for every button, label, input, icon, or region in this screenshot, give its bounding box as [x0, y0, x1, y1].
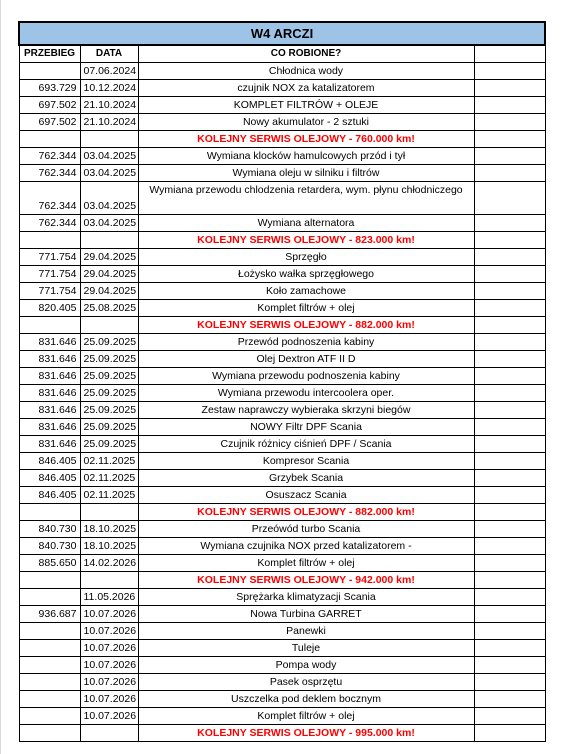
date-cell[interactable]: 03.04.2025 [80, 182, 138, 215]
date-cell[interactable]: 10.07.2026 [80, 606, 138, 623]
date-cell[interactable] [80, 572, 138, 589]
table-row [19, 300, 545, 317]
empty-cell[interactable] [474, 419, 545, 436]
work-description-cell[interactable]: Nowa Turbina GARRET [138, 606, 474, 623]
work-description-cell[interactable]: KOLEJNY SERWIS OLEJOWY - 995.000 km! [138, 725, 474, 742]
empty-cell[interactable] [474, 385, 545, 402]
date-cell[interactable]: 03.04.2025 [80, 165, 138, 182]
work-description-cell[interactable]: Panewki [138, 623, 474, 640]
service-reminder-row [19, 572, 545, 589]
mileage-cell[interactable] [19, 623, 80, 640]
work-description-cell[interactable]: KOLEJNY SERWIS OLEJOWY - 882.000 km! [138, 317, 474, 334]
table-row [19, 368, 545, 385]
table-row [19, 80, 545, 97]
date-cell[interactable]: 25.09.2025 [80, 351, 138, 368]
mileage-cell[interactable]: 762.344 [19, 182, 80, 215]
table-row [19, 436, 545, 453]
date-cell[interactable]: 10.07.2026 [80, 674, 138, 691]
date-cell[interactable] [80, 131, 138, 148]
date-cell[interactable]: 25.09.2025 [80, 334, 138, 351]
mileage-cell[interactable] [19, 657, 80, 674]
work-description-cell[interactable]: Koło zamachowe [138, 283, 474, 300]
mileage-cell[interactable]: 846.405 [19, 453, 80, 470]
work-description-cell[interactable]: Tuleje [138, 640, 474, 657]
mileage-cell[interactable]: 885.650 [19, 555, 80, 572]
date-cell[interactable]: 10.07.2026 [80, 708, 138, 725]
table-row [19, 521, 545, 538]
date-cell[interactable] [80, 317, 138, 334]
empty-cell[interactable] [474, 165, 545, 182]
table-row [19, 165, 545, 182]
empty-cell[interactable] [474, 555, 545, 572]
table-row [19, 182, 545, 215]
empty-cell[interactable] [474, 572, 545, 589]
mileage-cell[interactable]: 697.502 [19, 114, 80, 131]
empty-cell[interactable] [474, 487, 545, 504]
work-description-cell[interactable]: Wymiana przewodu chlodzenia retardera, wym. płynu chłodniczego [138, 182, 474, 215]
empty-cell[interactable] [474, 266, 545, 283]
date-cell[interactable]: 11.05.2026 [80, 589, 138, 606]
mileage-cell[interactable]: 771.754 [19, 266, 80, 283]
work-description-cell[interactable]: Komplet filtrów + olej [138, 708, 474, 725]
table-row [19, 266, 545, 283]
table-row [19, 97, 545, 114]
mileage-cell[interactable] [19, 317, 80, 334]
mileage-cell[interactable] [19, 63, 80, 80]
table-row [19, 385, 545, 402]
work-description-cell[interactable]: KOLEJNY SERWIS OLEJOWY - 882.000 km! [138, 504, 474, 521]
date-cell[interactable]: 25.09.2025 [80, 436, 138, 453]
header-extra-cell[interactable] [474, 45, 545, 63]
service-reminder-row [19, 317, 545, 334]
mileage-cell[interactable]: 831.646 [19, 334, 80, 351]
table-row [19, 215, 545, 232]
table-row [19, 657, 545, 674]
table-row [19, 63, 545, 80]
work-description-cell[interactable]: Komplet filtrów + olej [138, 300, 474, 317]
empty-cell[interactable] [474, 317, 545, 334]
empty-cell[interactable] [474, 80, 545, 97]
mileage-cell[interactable]: 762.344 [19, 148, 80, 165]
date-cell[interactable]: 10.07.2026 [80, 640, 138, 657]
mileage-cell[interactable]: 831.646 [19, 419, 80, 436]
empty-cell[interactable] [474, 283, 545, 300]
empty-cell[interactable] [474, 708, 545, 725]
empty-cell[interactable] [474, 674, 545, 691]
header-row [19, 45, 545, 63]
work-description-cell[interactable]: Komplet filtrów + olej [138, 555, 474, 572]
service-reminder-row [19, 725, 545, 742]
date-cell[interactable]: 02.11.2025 [80, 487, 138, 504]
empty-cell[interactable] [474, 232, 545, 249]
empty-cell[interactable] [474, 351, 545, 368]
service-reminder-row [19, 232, 545, 249]
empty-cell[interactable] [474, 470, 545, 487]
date-cell[interactable]: 29.04.2025 [80, 249, 138, 266]
table-row [19, 640, 545, 657]
date-cell[interactable]: 25.08.2025 [80, 300, 138, 317]
work-description-cell[interactable]: czujnik NOX za katalizatorem [138, 80, 474, 97]
mileage-cell[interactable] [19, 691, 80, 708]
empty-cell[interactable] [474, 623, 545, 640]
work-description-cell[interactable]: Wymiana klocków hamulcowych przód i tył [138, 148, 474, 165]
table-row [19, 674, 545, 691]
empty-cell[interactable] [474, 640, 545, 657]
header-date[interactable]: DATA [80, 45, 138, 63]
sheet-title[interactable]: W4 ARCZI [19, 22, 545, 45]
empty-cell[interactable] [474, 402, 545, 419]
table-row [19, 708, 545, 725]
table-row [19, 419, 545, 436]
empty-cell[interactable] [474, 300, 545, 317]
work-description-cell[interactable]: Wymiana alternatora [138, 215, 474, 232]
date-cell[interactable]: 10.07.2026 [80, 657, 138, 674]
work-description-cell[interactable]: Uszczelka pod deklem bocznym [138, 691, 474, 708]
date-cell[interactable]: 10.12.2024 [80, 80, 138, 97]
date-cell[interactable]: 07.06.2024 [80, 63, 138, 80]
mileage-cell[interactable] [19, 572, 80, 589]
work-description-cell[interactable]: Łożysko wałka sprzęgłowego [138, 266, 474, 283]
table-row [19, 606, 545, 623]
work-description-cell[interactable]: Grzybek Scania [138, 470, 474, 487]
mileage-cell[interactable] [19, 131, 80, 148]
work-description-cell[interactable]: Wymiana przewodu podnoszenia kabiny [138, 368, 474, 385]
empty-cell[interactable] [474, 114, 545, 131]
mileage-cell[interactable] [19, 640, 80, 657]
header-work[interactable]: CO ROBIONE? [138, 45, 474, 63]
date-cell[interactable]: 29.04.2025 [80, 266, 138, 283]
date-cell[interactable]: 10.07.2026 [80, 623, 138, 640]
work-description-cell[interactable]: Kompresor Scania [138, 453, 474, 470]
table-row [19, 283, 545, 300]
empty-cell[interactable] [474, 606, 545, 623]
table-row [19, 249, 545, 266]
mileage-cell[interactable]: 771.754 [19, 283, 80, 300]
date-cell[interactable]: 10.07.2026 [80, 691, 138, 708]
table-row [19, 453, 545, 470]
date-cell[interactable]: 25.09.2025 [80, 368, 138, 385]
mileage-cell[interactable]: 762.344 [19, 215, 80, 232]
work-description-cell[interactable]: Wymiana czujnika NOX przed katalizatorem - [138, 538, 474, 555]
mileage-cell[interactable]: 840.730 [19, 521, 80, 538]
service-reminder-row [19, 504, 545, 521]
empty-cell[interactable] [474, 538, 545, 555]
mileage-cell[interactable]: 831.646 [19, 385, 80, 402]
empty-cell[interactable] [474, 249, 545, 266]
empty-cell[interactable] [474, 63, 545, 80]
header-mileage[interactable]: PRZEBIEG [19, 45, 80, 63]
empty-cell[interactable] [474, 368, 545, 385]
date-cell[interactable]: 25.09.2025 [80, 419, 138, 436]
table-row [19, 470, 545, 487]
mileage-cell[interactable]: 771.754 [19, 249, 80, 266]
table-row [19, 691, 545, 708]
date-cell[interactable]: 25.09.2025 [80, 385, 138, 402]
date-cell[interactable] [80, 232, 138, 249]
empty-cell[interactable] [474, 334, 545, 351]
mileage-cell[interactable]: 831.646 [19, 368, 80, 385]
work-description-cell[interactable]: Czujnik różnicy ciśnień DPF / Scania [138, 436, 474, 453]
date-cell[interactable]: 03.04.2025 [80, 148, 138, 165]
table-row [19, 351, 545, 368]
date-cell[interactable]: 18.10.2025 [80, 538, 138, 555]
mileage-cell[interactable] [19, 504, 80, 521]
table-row [19, 589, 545, 606]
date-cell[interactable]: 18.10.2025 [80, 521, 138, 538]
work-description-cell[interactable]: Chłodnica wody [138, 63, 474, 80]
work-description-cell[interactable]: Pompa wody [138, 657, 474, 674]
work-description-cell[interactable]: Zestaw naprawczy wybieraka skrzyni biegów [138, 402, 474, 419]
empty-cell[interactable] [474, 521, 545, 538]
mileage-cell[interactable]: 831.646 [19, 351, 80, 368]
work-description-cell[interactable]: Sprężarka klimatyzacji Scania [138, 589, 474, 606]
work-description-cell[interactable]: Osuszacz Scania [138, 487, 474, 504]
service-log-table [18, 21, 546, 742]
date-cell[interactable]: 14.02.2026 [80, 555, 138, 572]
mileage-cell[interactable]: 831.646 [19, 436, 80, 453]
work-description-cell[interactable]: Pasek osprzętu [138, 674, 474, 691]
mileage-cell[interactable]: 846.405 [19, 487, 80, 504]
date-cell[interactable]: 21.10.2024 [80, 114, 138, 131]
empty-cell[interactable] [474, 148, 545, 165]
table-row [19, 538, 545, 555]
mileage-cell[interactable] [19, 708, 80, 725]
date-cell[interactable]: 25.09.2025 [80, 402, 138, 419]
empty-cell[interactable] [474, 725, 545, 742]
empty-cell[interactable] [474, 691, 545, 708]
work-description-cell[interactable]: Olej Dextron ATF II D [138, 351, 474, 368]
work-description-cell[interactable]: KOLEJNY SERWIS OLEJOWY - 823.000 km! [138, 232, 474, 249]
mileage-cell[interactable]: 697.502 [19, 97, 80, 114]
empty-cell[interactable] [474, 589, 545, 606]
work-description-cell[interactable]: NOWY Filtr DPF Scania [138, 419, 474, 436]
work-description-cell[interactable]: Sprzęgło [138, 249, 474, 266]
empty-cell[interactable] [474, 436, 545, 453]
table-row [19, 334, 545, 351]
empty-cell[interactable] [474, 215, 545, 232]
date-cell[interactable]: 03.04.2025 [80, 215, 138, 232]
mileage-cell[interactable] [19, 725, 80, 742]
work-description-cell[interactable]: Przeówód turbo Scania [138, 521, 474, 538]
work-description-cell[interactable]: Przewód podnoszenia kabiny [138, 334, 474, 351]
mileage-cell[interactable] [19, 674, 80, 691]
date-cell[interactable] [80, 504, 138, 521]
mileage-cell[interactable] [19, 589, 80, 606]
mileage-cell[interactable]: 846.405 [19, 470, 80, 487]
mileage-cell[interactable]: 840.730 [19, 538, 80, 555]
empty-cell[interactable] [474, 131, 545, 148]
empty-cell[interactable] [474, 453, 545, 470]
mileage-cell[interactable]: 820.405 [19, 300, 80, 317]
work-description-cell[interactable]: Wymiana przewodu intercoolera oper. [138, 385, 474, 402]
work-description-cell[interactable]: KOMPLET FILTRÓW + OLEJE [138, 97, 474, 114]
table-row [19, 148, 545, 165]
date-cell[interactable] [80, 725, 138, 742]
empty-cell[interactable] [474, 504, 545, 521]
date-cell[interactable]: 02.11.2025 [80, 470, 138, 487]
work-description-cell[interactable]: KOLEJNY SERWIS OLEJOWY - 760.000 km! [138, 131, 474, 148]
mileage-cell[interactable] [19, 232, 80, 249]
empty-cell[interactable] [474, 657, 545, 674]
date-cell[interactable]: 02.11.2025 [80, 453, 138, 470]
empty-cell[interactable] [474, 182, 545, 215]
work-description-cell[interactable]: Wymiana oleju w silniku i filtrów [138, 165, 474, 182]
work-description-cell[interactable]: Nowy akumulator - 2 sztuki [138, 114, 474, 131]
table-row [19, 555, 545, 572]
table-row [19, 623, 545, 640]
table-row [19, 487, 545, 504]
date-cell[interactable]: 29.04.2025 [80, 283, 138, 300]
mileage-cell[interactable]: 936.687 [19, 606, 80, 623]
table-row [19, 402, 545, 419]
date-cell[interactable]: 21.10.2024 [80, 97, 138, 114]
mileage-cell[interactable]: 762.344 [19, 165, 80, 182]
table-row [19, 114, 545, 131]
service-reminder-row [19, 131, 545, 148]
empty-cell[interactable] [474, 97, 545, 114]
work-description-cell[interactable]: KOLEJNY SERWIS OLEJOWY - 942.000 km! [138, 572, 474, 589]
mileage-cell[interactable]: 693.729 [19, 80, 80, 97]
title-row [19, 22, 545, 45]
mileage-cell[interactable]: 831.646 [19, 402, 80, 419]
